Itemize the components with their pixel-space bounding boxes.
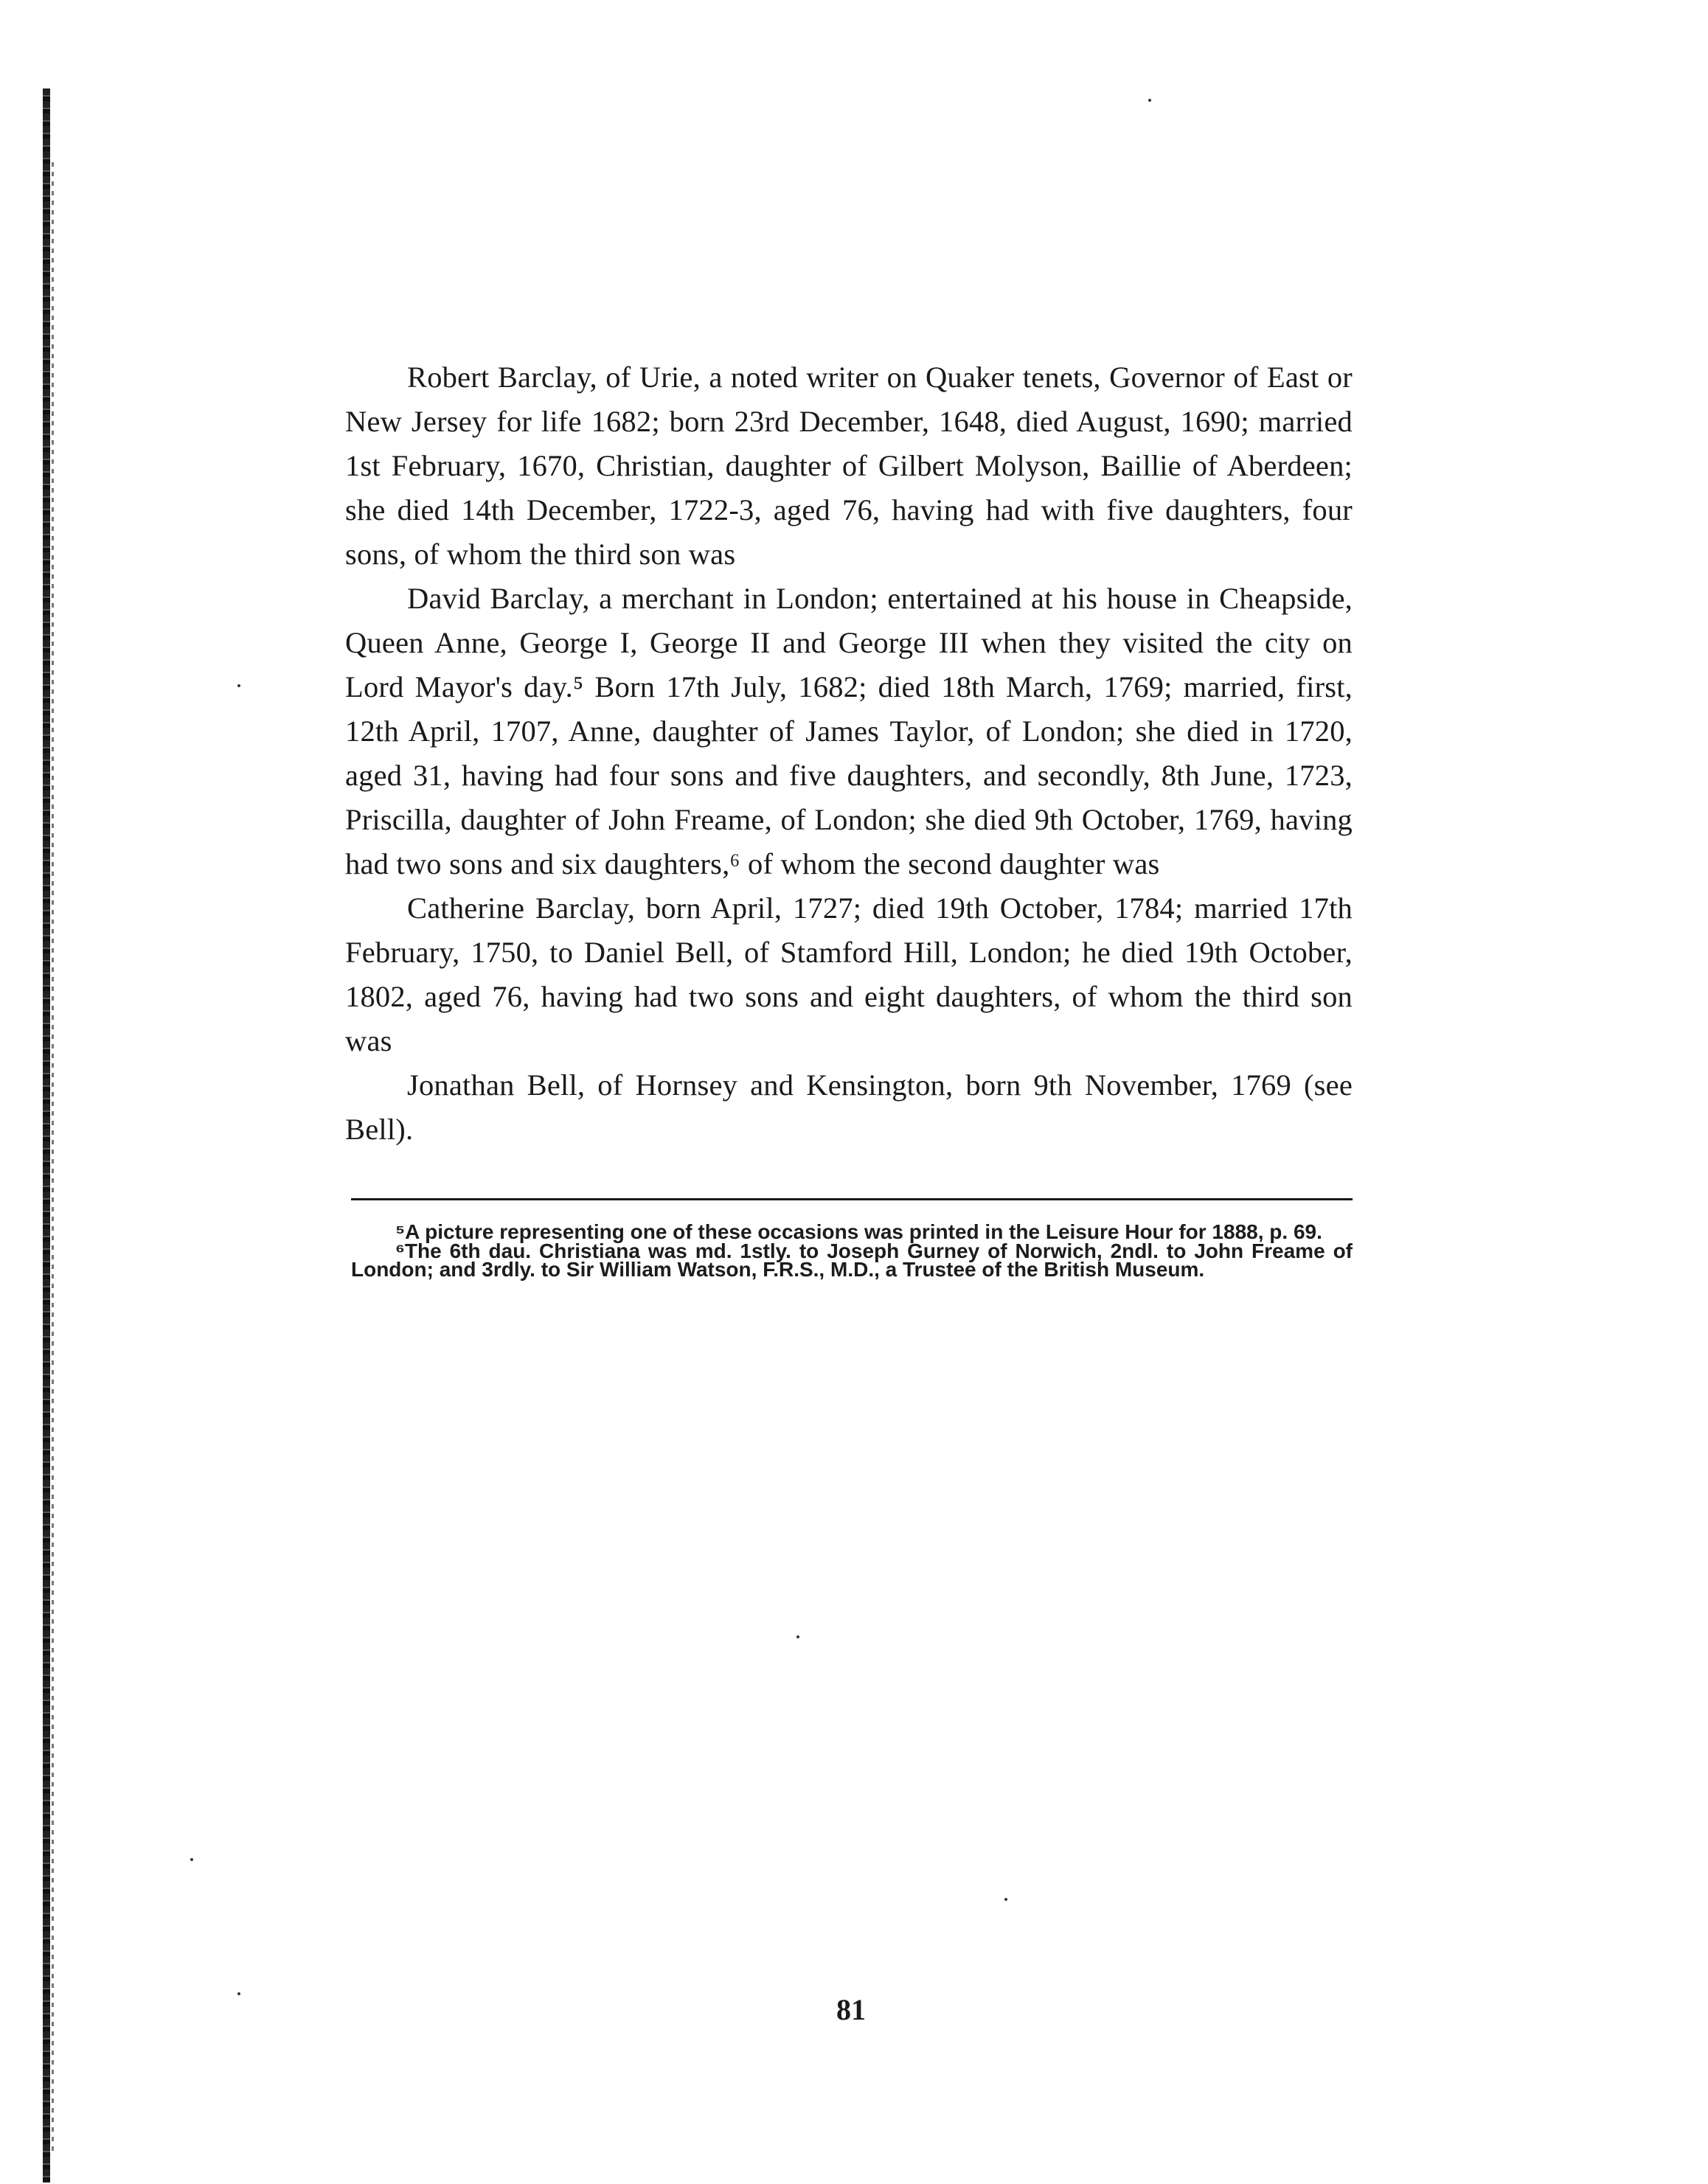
- footnote-5: ⁵A picture representing one of these occasions was printed in the Leisure Hour for 1888, p. 69.: [395, 1220, 1322, 1243]
- footnotes: [351, 1220, 1353, 1281]
- scan-speck: [1148, 99, 1151, 102]
- footnote-divider: [351, 1198, 1353, 1200]
- paragraph-david-barclay: David Barclay, a merchant in London; entertained at his house in Cheapside, Queen Anne, George I, George II and George III when they visited the city on Lord Mayor's day.⁵ Born 17th July, 1682; died 18th March, 1769; married, first, 12th April, 1707, Anne, daughter of James Taylor, of London; she died in 1720, aged 31, having had four sons and five daughters, and secondly, 8th June, 1723, Priscilla, daughter of John Freame, of London; she died 9th October, 1769, having had two sons and six daughters,⁶ of whom the second daughter was: [345, 582, 1353, 880]
- scan-speck: [190, 1858, 193, 1861]
- scan-speck: [796, 1635, 799, 1638]
- scan-speck: [237, 684, 240, 687]
- paragraph-robert-barclay: Robert Barclay, of Urie, a noted writer on Quaker tenets, Governor of East or New Jersey for life 1682; born 23rd December, 1648, died August, 1690; married 1st February, 1670, Christian, daughter of Gilbert Molyson, Baillie of Aberdeen; she died 14th December, 1722-3, aged 76, having had with five daughters, four sons, of whom the third son was: [345, 361, 1353, 571]
- scan-speck: [1004, 1898, 1007, 1901]
- page-number: 81: [836, 1993, 866, 2026]
- scan-speck: [237, 1992, 240, 1995]
- body-text: [345, 355, 1353, 1152]
- paragraph-catherine-barclay: Catherine Barclay, born April, 1727; died 19th October, 1784; married 17th February, 1750, to Daniel Bell, of Stamford Hill, London; he died 19th October, 1802, aged 76, having had two sons and eight daughters, of whom the third son was: [345, 891, 1353, 1057]
- page-binding-edge: [43, 88, 50, 2183]
- footnote-6: ⁶The 6th dau. Christiana was md. 1stly. to Joseph Gurney of Norwich, 2ndl. to John Freame of London; and 3rdly. to Sir William Watson, F.R.S., M.D., a Trustee of the British Museum.: [351, 1239, 1353, 1281]
- page-binding-shadow: [52, 162, 54, 2153]
- paragraph-jonathan-bell: Jonathan Bell, of Hornsey and Kensington, born 9th November, 1769 (see Bell).: [345, 1068, 1353, 1146]
